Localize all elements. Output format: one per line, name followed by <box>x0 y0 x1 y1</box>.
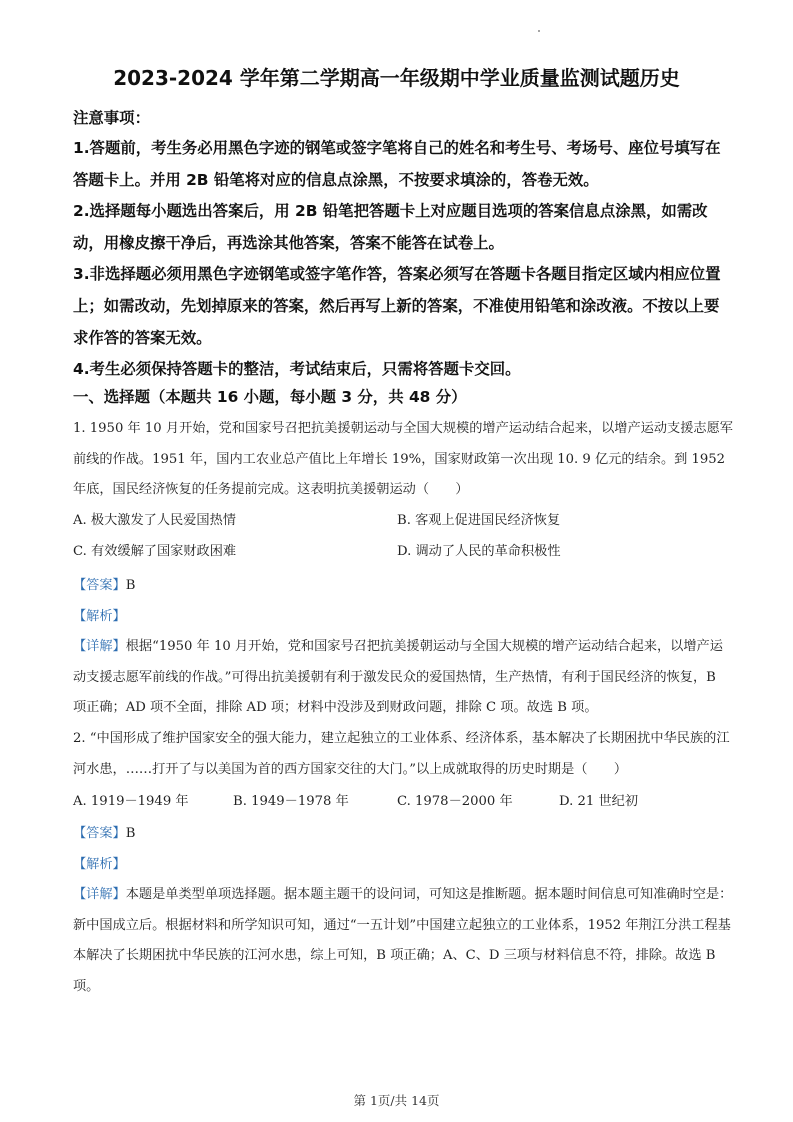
notice-item-4: 4.考生必须保持答题卡的整洁，考试结束后，只需将答题卡交回。 <box>73 360 521 379</box>
q2-option-c: C. 1978－2000 年 <box>397 794 513 809</box>
q1-option-a: A. 极大激发了人民爱国热情 <box>73 513 236 528</box>
question-1-answer <box>73 571 733 724</box>
answer-value: B <box>125 826 136 841</box>
answer-tag: 【答案】 <box>73 578 126 593</box>
detail-tag: 【详解】 <box>73 887 126 902</box>
page-title: 2023-2024 学年第二学期高一年级期中学业质量监测试题历史 <box>113 66 680 90</box>
question-1-stem: 1. 1950 年 10 月开始，党和国家号召把抗美援朝运动与全国大规模的增产运动结合起来，以增产运动支援志愿军前线的作战。1951 年，国内工农业总产值比上年增长 19%，国家财政第一次出现 10. 9 亿元的结余。到 1952 年底，国民经济恢复的任务提前完成。这表明抗美援朝运动（ ） <box>73 421 733 497</box>
q2-option-d: D. 21 世纪初 <box>559 794 639 809</box>
page-footer: 第 1页/共 14页 <box>353 1093 440 1108</box>
question-1-options <box>73 505 733 567</box>
q1-option-d: D. 调动了人民的革命积极性 <box>397 544 561 559</box>
question-2-options <box>73 786 733 817</box>
analysis-tag: 【解析】 <box>73 608 126 624</box>
notice-item-2: 2.选择题每小题选出答案后，用 2B 铅笔把答题卡上对应题目选项的答案信息点涂黑，如需改动，用橡皮擦干净后，再选涂其他答案，答案不能答在试卷上。 <box>73 202 708 252</box>
detail-tag: 【详解】 <box>73 639 126 654</box>
q2-option-b: B. 1949－1978 年 <box>233 794 349 809</box>
answer-value: B <box>125 578 136 593</box>
question-2-answer <box>73 819 733 1002</box>
q1-option-b: B. 客观上促进国民经济恢复 <box>397 513 561 528</box>
notice-item-3: 3.非选择题必须用黑色字迹钢笔或签字笔作答，答案必须写在答题卡各题目指定区域内相应位置上；如需改动，先划掉原来的答案，然后再写上新的答案，不准使用铅笔和涂改液。不按以上要求作答的答案无效。 <box>73 265 721 347</box>
question-2-stem: 2. “中国形成了维护国家安全的强大能力，建立起独立的工业体系、经济体系，基本解决了长期困扰中华民族的江河水患，……打开了与以美国为首的西方国家交往的大门。”以上成就取得的历史时期是（ ） <box>73 731 730 777</box>
notice-item-1: 1.答题前，考生务必用黑色字迹的钢笔或签字笔将自己的姓名和考生号、考场号、座位号填写在答题卡上。并用 2B 铅笔将对应的信息点涂黑，不按要求填涂的，答卷无效。 <box>73 139 721 189</box>
q2-option-a: A. 1919－1949 年 <box>73 794 189 809</box>
notice-heading: 注意事项： <box>73 109 150 127</box>
detail-text: 本题是单类型单项选择题。据本题主题干的设问词，可知这是推断题。据本题时间信息可知准确时空是：新中国成立后。根据材料和所学知识可知，通过“一五计划”中国建立起独立的工业体系，1952 年荆江分洪工程基本解决了长期困扰中华民族的江河水患，综上可知，B 项正确；A、C、D 三项与材料信息不符，排除。故选 B 项。 <box>73 887 733 994</box>
notice-block <box>73 103 733 386</box>
analysis-tag: 【解析】 <box>73 856 126 872</box>
section-heading: 一、选择题（本题共 16 小题，每小题 3 分，共 48 分） <box>73 388 467 406</box>
detail-text: 根据“1950 年 10 月开始，党和国家号召把抗美援朝运动与全国大规模的增产运动结合起来，以增产运动支援志愿军前线的作战。”可得出抗美援朝有利于激发民众的爱国热情，生产热情，有利于国民经济的恢复，B 项正确；AD 项不全面，排除 AD 项；材料中没涉及到财政问题，排除 C 项。故选 B 项。 <box>73 639 723 715</box>
q1-option-c: C. 有效缓解了国家财政困难 <box>73 544 237 559</box>
answer-tag: 【答案】 <box>73 826 126 841</box>
scan-dot <box>538 30 540 32</box>
